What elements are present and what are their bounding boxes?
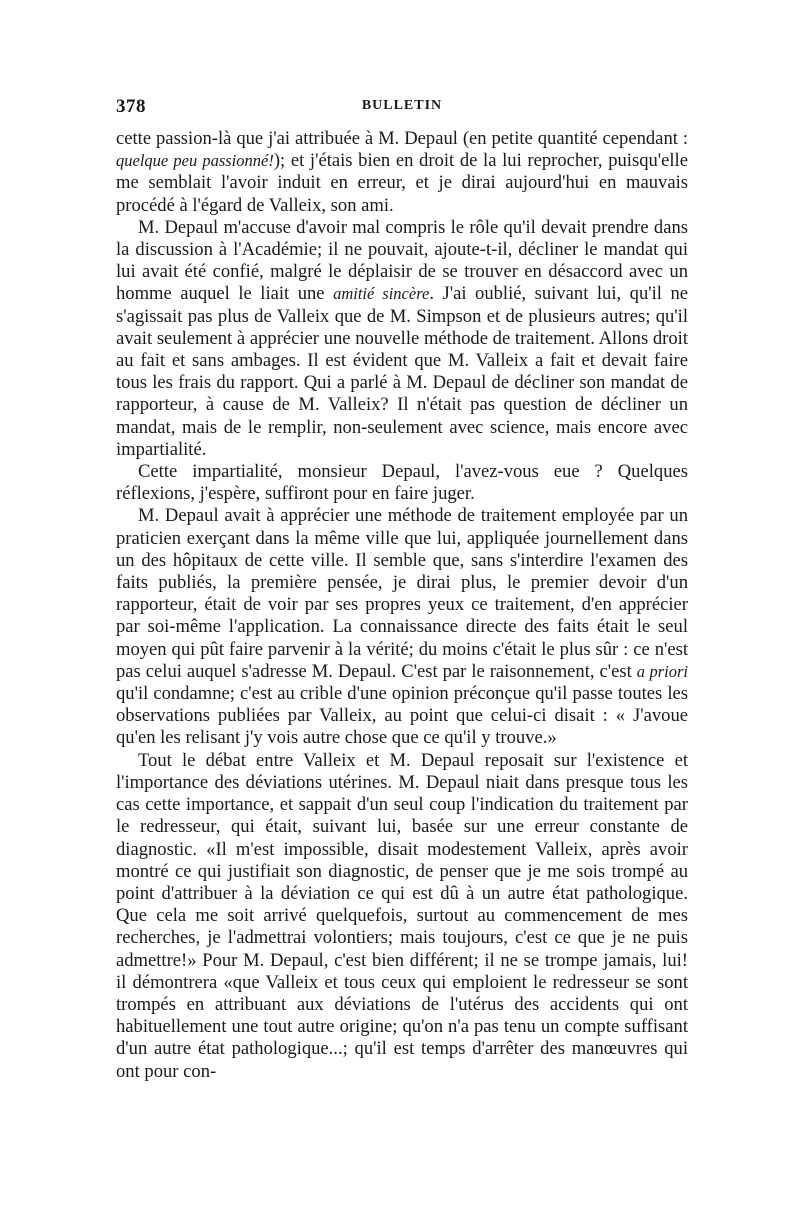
text-run: cette passion-là que j'ai attribuée à M. Depaul (en petite quantité cependant :	[116, 128, 688, 149]
italic-text: quelque peu passionné!	[116, 151, 274, 171]
text-run: M. Depaul m'accuse d'avoir mal compris le rôle qu'il devait prendre dans la discussion à l'Académie; il ne pouvait, ajoute-t-il, décliner le mandat qui lui avait été confié, malgré le déplaisir de se trouver en désaccord avec un homme auquel le liait une	[116, 216, 688, 305]
italic-text: amitié sincère	[333, 284, 430, 304]
text-run: . J'ai oublié, suivant lui, qu'il ne s'agissait pas plus de Valleix que de M. Simpson et de plusieurs autres; qu'il avait seulement à apprécier une nouvelle méthode de traitement. Allons droit au fait et sans ambages. Il est évident que M. Valleix a fait et devait faire tous les frais du rapport. Qui a parlé à M. Depaul de décliner son mandat de rapporteur, à cause de M. Valleix? Il n'était pas question de décliner un mandat, mais de le remplir, non-seulement avec science, mais encore avec impartialité.	[116, 283, 688, 460]
text-run: M. Depaul avait à apprécier une méthode de traitement employée par un praticien exerçant dans la même ville que lui, appliquée journellement dans un des hôpitaux de cette ville. Il semble que, sans s'interdire l'examen des faits publiés, la première pensée, je dirai plus, le premier devoir d'un rapporteur, était de voir par ses propres yeux ce traitement, d'en apprécier par soi-même l'application. La connaissance directe des faits était le seul moyen qui pût faire parvenir à la vérité; du moins c'était le plus sûr : ce n'est pas celui auquel s'adresse M. Depaul. C'est par le raisonnement, c'est	[116, 505, 688, 682]
paragraph	[116, 505, 688, 749]
text-run: qu'il condamne; c'est au crible d'une opinion préconçue qu'il passe toutes les observations publiées par Valleix, au point que celui-ci disait : « J'avoue qu'en les relisant j'y vois autre chose que ce qu'il y trouve.»	[116, 683, 688, 749]
page-header	[116, 96, 688, 122]
text-run: Cette impartialité, monsieur Depaul, l'avez-vous eue ? Quelques réflexions, j'espère, suffiront pour en faire juger.	[116, 461, 688, 505]
paragraph	[116, 128, 688, 217]
paragraph	[116, 461, 688, 505]
body-text	[116, 128, 688, 1083]
paragraph	[116, 217, 688, 461]
italic-text: a priori	[636, 661, 688, 681]
text-run: ); et j'étais bien en droit de la lui reprocher, puisqu'elle me semblait l'avoir induit en erreur, et je dirai aujourd'hui en mauvais procédé à l'égard de Valleix, son ami.	[116, 150, 688, 216]
paragraph	[116, 750, 688, 1083]
text-run: Tout le débat entre Valleix et M. Depaul reposait sur l'existence et l'importance des déviations utérines. M. Depaul niait dans presque tous les cas cette importance, et sappait d'un seul coup l'indication du traitement par le redresseur, qui était, suivant lui, basée sur une erreur constante de diagnostic. «Il m'est impossible, disait modestement Valleix, après avoir montré ce qui justifiait son diagnostic, de penser que je me sois trompé au point d'attribuer à la déviation ce qui est dû à un autre état pathologique. Que cela me soit arrivé quelquefois, surtout au commencement de mes recherches, je l'admettrai volontiers; mais toujours, c'est ce que je ne puis admettre!» Pour M. Depaul, c'est bien différent; il ne se trompe jamais, lui! il démontrera «que Valleix et tous ceux qui emploient le redresseur se sont trompés en attribuant aux déviations de l'utérus des accidents qui ont habituellement une tout autre origine; qu'on n'a pas tenu un compte suffisant d'un autre état pathologique...; qu'il est temps d'arrêter des manœuvres qui ont pour con-	[116, 749, 688, 1082]
running-head: BULLETIN	[361, 98, 443, 113]
page-number: 378	[116, 96, 146, 117]
